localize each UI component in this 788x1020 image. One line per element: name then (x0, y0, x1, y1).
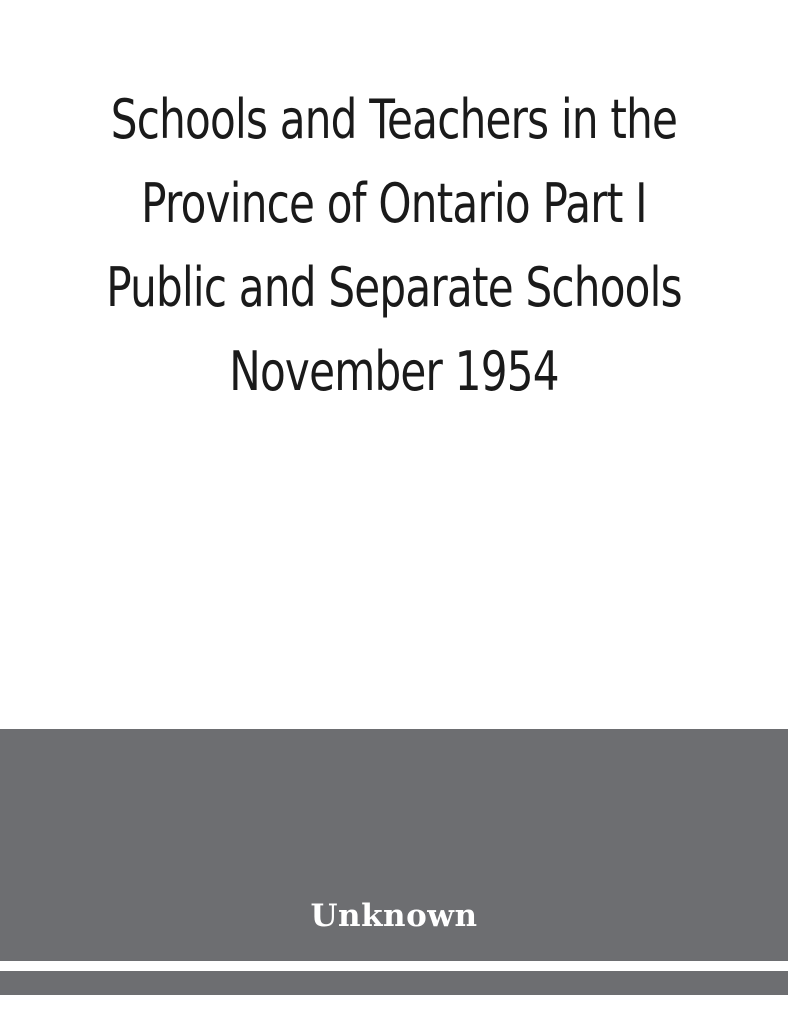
title-line-1: Schools and Teachers in the (110, 88, 678, 151)
bottom-stripe (0, 971, 788, 995)
title-line-2: Province of Ontario Part I (141, 172, 647, 235)
book-title (0, 78, 788, 414)
title-line-4: November 1954 (229, 340, 559, 403)
title-line-3: Public and Separate Schools (106, 256, 682, 319)
author-name: Unknown (310, 898, 478, 934)
